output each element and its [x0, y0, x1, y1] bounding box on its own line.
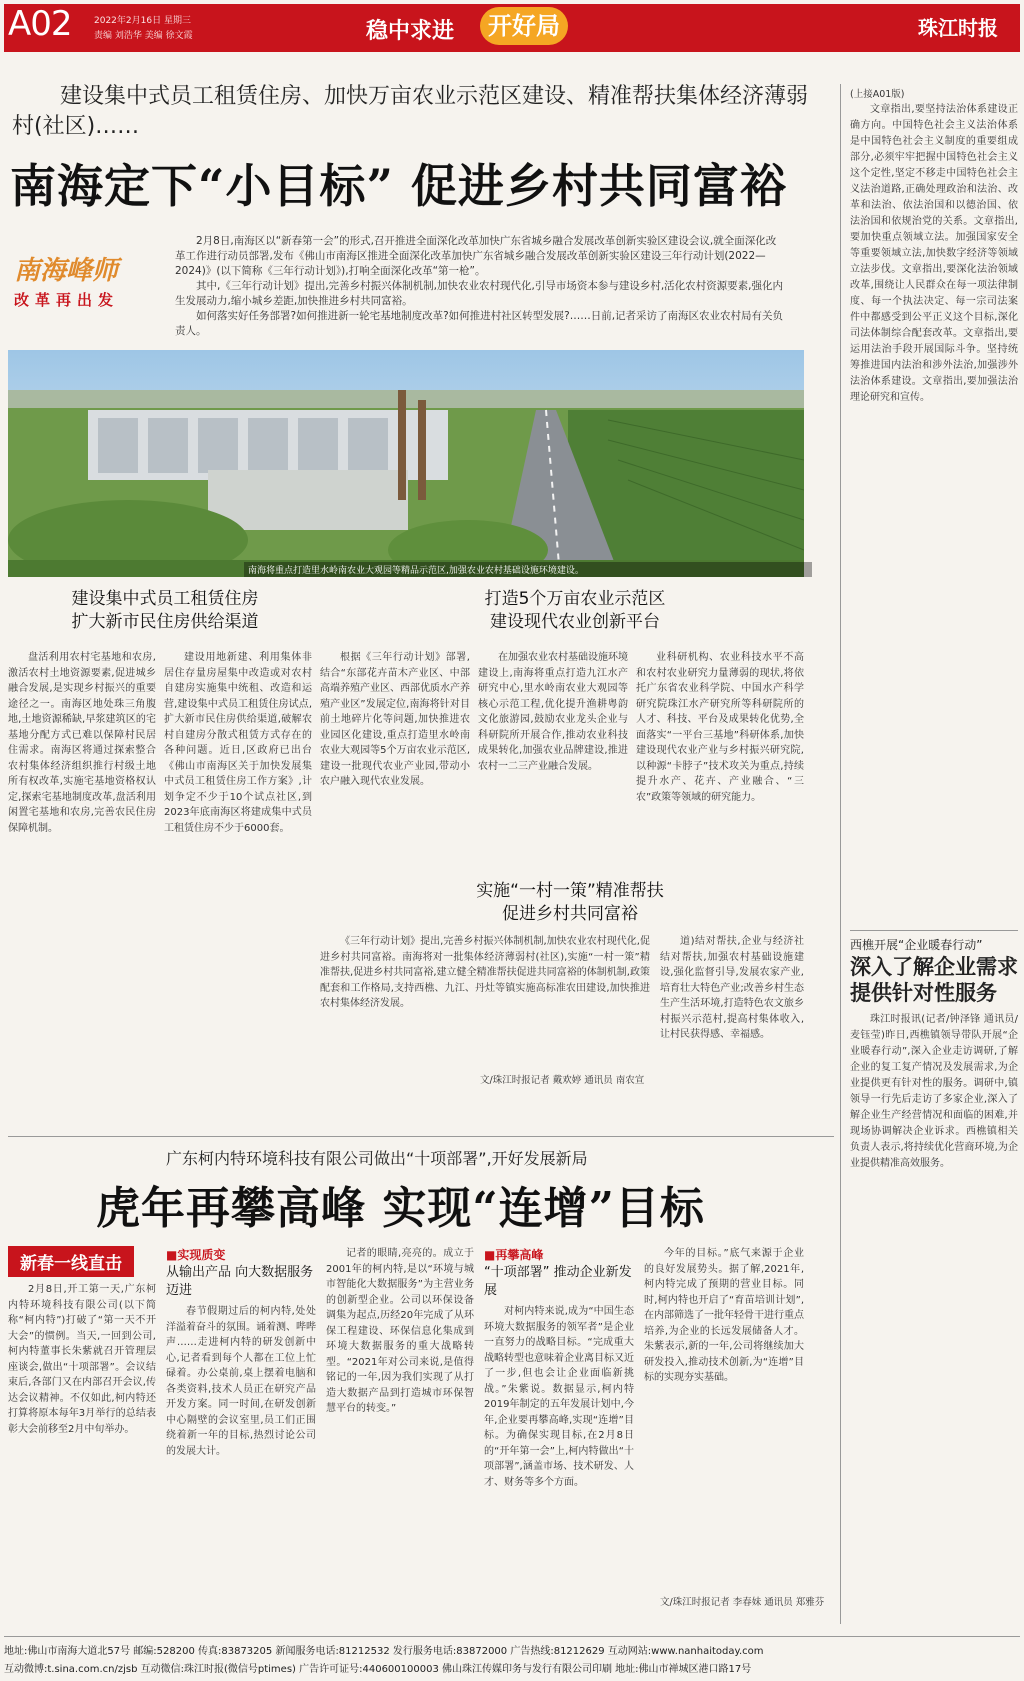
section-divider [8, 1136, 834, 1137]
editors: 责编 刘浩华 美编 徐文霞 [94, 31, 193, 41]
story2-column [166, 1304, 316, 1612]
photo-caption: 南海将重点打造里水岭南农业大观园等精品示范区,加强农业农村基础设施环境建设。 [244, 562, 812, 577]
section-tag: 新春一线直击 [8, 1246, 134, 1277]
subhead-line: 扩大新市民住房供给渠道 [71, 612, 259, 632]
column-text: 春节假期过后的柯内特,处处洋溢着奋斗的氛围。诵着测、哔哔声……走进柯内特的研发创新中心,记者看到每个人都在工位上忙碌着。办公桌前,桌上摆着电脑和各类资料,技术人员正在研究产品开发方案。同一时间,在研发创新中心隔壁的会议室里,员工们正围绕着新一年的目标,热烈讨论公司的发展大计。 [166, 1306, 316, 1457]
subhead-housing [40, 588, 290, 634]
slogan-highlight: 开好局 [480, 7, 568, 45]
continued-label: (上接A01版) [850, 89, 905, 100]
story1-lead [175, 234, 785, 339]
right-article-text: 文章指出,要坚持法治体系建设正确方向。中国特色社会主义法治体系是中国特色社会主义制度的重要组成部分,必须牢牢把握中国特色社会主义这个定性,坚定不移走中国特色社会主义法治道路,正确处理政治和法治、改革和法治、依法治国和以德治国、依法治国和依规治党的关系。文章指出,要加快重点领域立法。加强国家安全等重要领域立法,加快数字经济等领域立法步伐。文章指出,要深化法治领域改革,围绕让人民群众在每一项法律制度、每一个执法决定、每一宗司法案件中都感受到公平正义这个目标,深化司法体制综合配套改革。文章指出,要运用法治手段开展国际斗争。坚持统筹推进国内法治和涉外法治,加强涉外法治体系建设。文章指出,要加强法治理论研究和宣传。 [850, 104, 1018, 403]
column-text: 业科研机构、农业科技水平不高和农村农业研究力量薄弱的现状,将依托广东省农业科学院、中国水产科学研究院珠江水产研究所等科研院所的人才、科技、平台及成果转化优势,全面落实“一平台三基地”科研体系,加快建设现代农业产业与乡村振兴研究院,以种源“卡脖子”技术攻关为重点,持续提升水产、花卉、产业融合、“三农”政策等领域的研究能力。 [636, 652, 804, 803]
column-text: 建设用地新建、利用集体非居住存量房屋集中改造或对农村自建房实施集中统租、改造和运营,建设集中式员工租赁住房试点,扩大新市民住房供给渠道,破解农村自建房分散式租赁方式存在的各种问题。近日,区政府已出台《佛山市南海区关于加快发展集中式员工租赁住房工作方案》,计划争定不少于10个试点社区,到2023年底南海区将建成集中式员工租赁住房不少于6000套。 [164, 652, 312, 834]
column-text: 今年的目标。”底气来源于企业的良好发展势头。据了解,2021年,柯内特完成了预期的营业目标。同时,柯内特也开启了“育苗培训计划”,在内部筛选了一批年轻骨干进行重点培养,为企业的长远发展储备人才。朱紫表示,新的一年,公司将继续加大研发投入,推动技术创新,为“连增”目标的实现夯实基础。 [644, 1248, 804, 1383]
section-subtitle: 从输出产品 向大数据服务迈进 [166, 1265, 314, 1298]
lead-paragraph: 如何落实好任务部署?如何推进新一轮宅基地制度改革?如何推进村社区转型发展?……日前,记者采访了南海区农业农村局有关负责人。 [175, 310, 784, 337]
subhead-line: 促进乡村共同富裕 [502, 904, 638, 924]
story1-kicker: 建设集中式员工租赁住房、加快万亩农业示范区建设、精准帮扶集体经济薄弱村(社区)…… [12, 84, 809, 139]
column-text: 《三年行动计划》提出,完善乡村振兴体制机制,加快农业农村现代化,促进乡村共同富裕。南海将对一批集体经济薄弱村(社区),实施“一村一策”精准帮扶,促进乡村共同富裕,建立健全精准帮扶促进共同富裕的体制机制,政策配套和工作格局,支持西樵、九江、丹灶等镇实施高标准农田建设,加快推进农村集体经济发展。 [320, 936, 650, 1009]
lead-paragraph: 2月8日,南海区以“新春第一会”的形式,召开推进全面深化改革加快广东省城乡融合发展改革创新实验区建设会议,就全面深化改革工作进行动员部署,发布《佛山市南海区推进全面深化改革加快广东省城乡融合发展改革创新实验区建设三年行动计划(2022—2024)》(以下简称《三年行动计划》),打响全面深化改革“第一枪”。 [175, 235, 777, 277]
column-text: 记者的眼睛,亮亮的。成立于2001年的柯内特,是以“环境与城市智能化大数据服务”为主营业务的创新型企业。公司以环保设备调集为起点,历经20年完成了从环保工程建设、环保信息化集成到环境大数据服务的重大战略转型。“2021年对公司来说,是值得铭记的一年,因为我们实现了从打造大数据产品到打造城市环保智慧平台的转变。” [326, 1248, 474, 1414]
footer-line: 互动微博:t.sina.com.cn/zjsb 互动微信:珠江时报(微信号ptimes) 广告许可证号:440600100003 佛山珠江传媒印务与发行有限公司印刷 地址:佛山市禅城区港口路17号 [4, 1664, 752, 1675]
page-number: A02 [8, 4, 72, 44]
story1-column [164, 650, 312, 1078]
story2-kicker: 广东柯内特环境科技有限公司做出“十项部署”,开好发展新局 [166, 1149, 588, 1168]
lead-paragraph: 其中,《三年行动计划》提出,完善乡村振兴体制机制,加快农业农村现代化,引导市场资本参与建设乡村,活化农村资源要素,强化内生发展动力,缩小城乡差距,加快推进乡村共同富裕。 [175, 280, 784, 307]
aerial-photo-illustration [8, 350, 804, 577]
story1-column [8, 650, 156, 1078]
story1-column [636, 650, 804, 850]
column-text: 在加强农业农村基础设施环境建设上,南海将重点打造九江水产研究中心,里水岭南农业大观园等核心示范工程,优化提升渔耕粤韵文化旅游园,鼓励农业龙头企业与科研院所开展合作,推动农业科技成果转化,加强农业品牌建设,推进农村一二三产业融合发展。 [478, 652, 628, 772]
footer-line: 地址:佛山市南海大道北57号 邮编:528200 传真:83873205 新闻服务电话:81212532 发行服务电话:83872000 广告热线:81212629 互动网站:www.nanhaitoday.com [4, 1646, 764, 1657]
column-text: 根据《三年行动计划》部署,结合“东部花卉苗木产业区、中部高端养殖产业区、西部优质水产养殖产业区”发展定位,南海将针对目前土地碎片化等问题,加快推进农业园区化建设,重点打造里水岭南农业大观园等5个万亩农业示范区,建设一批现代农业产业园,带动小农户融入现代农业发展。 [320, 652, 470, 787]
footer-divider [4, 1636, 1020, 1637]
story1-column [320, 650, 470, 850]
subhead-assistance [440, 880, 700, 926]
slogan-main: 稳中求进 [366, 19, 455, 44]
story1-headline: 南海定下“小目标” 促进乡村共同富裕 [10, 159, 787, 213]
story2-byline: 文/珠江时报记者 李春妹 通讯员 郑雅芬 [660, 1597, 825, 1608]
series-logo-subtitle: 改革再出发 [14, 291, 120, 309]
brief-headline: 深入了解企业需求 提供针对性服务 [850, 954, 1018, 1005]
subhead-line: 建设集中式员工租赁住房 [71, 589, 259, 609]
subhead-line: 打造5个万亩农业示范区 [484, 589, 666, 609]
story1-column [320, 934, 650, 1064]
story2-column [644, 1246, 804, 1586]
story2-column [484, 1304, 634, 1612]
column-text: 盘活利用农村宅基地和农房,激活农村土地资源要素,促进城乡融合发展,是实现乡村振兴的重要途径之一。南海区地处珠三角腹地,土地资源稀缺,早浆建筑区的宅基地分配方式已难以保障村民居住需求。南海区将通过探索整合农村集体经济组织推行村级土地所有权改革,实施宅基地资格权认定,探索宅基地制度改革,盘活利用闲置宅基地和农房,完善农民住房保障机制。 [8, 652, 156, 834]
subhead-line: 实施“一村一策”精准帮扶 [476, 881, 664, 901]
brief-article [850, 1012, 1018, 1612]
column-text: 2月8日,开工第一天,广东柯内特环境科技有限公司(以下简称“柯内特”)打破了“第一天不开大会”的惯例。当天,一回到公司,柯内特董事长朱紫就召开管理层座谈会,做出“十项部署”。会议结束后,各部门又在内部召开会议,传达会议精神。不仅如此,柯内特还打算将原本每年3月举行的总结表彰大会前移至2月中旬举办。 [8, 1284, 156, 1435]
brief-article-text: 珠江时报讯(记者/钟泽锋 通讯员/麦钰莹)昨日,西樵镇领导带队开展“企业暖春行动”,深入企业走访调研,了解企业的复工复产情况及发展需求,为企业提供更有针对性的服务。调研中,镇领导一行先后走访了多家企业,深入了解企业生产经营情况和面临的困难,并现场协调解决企业诉求。西樵镇相关负责人表示,将持续优化营商环境,为企业提供精准高效服务。 [850, 1014, 1018, 1169]
subhead-line: 建设现代农业创新平台 [490, 612, 660, 632]
section-title: ■再攀高峰 [484, 1248, 544, 1262]
story2-headline: 虎年再攀高峰 实现“连增”目标 [96, 1183, 705, 1234]
right-article [850, 102, 1018, 922]
column-text: 对柯内特来说,成为“中国生态环境大数据服务的领军者”是企业一直努力的战略目标。“完成重大战略转型也意味着企业离目标又近了一步,但也会让企业面临新挑战。”朱紫说。数据显示,柯内特2019年制定的五年发展计划中,今年,企业要再攀高峰,实现“连增”目标。为确保实现目标,在2月8日的“开年第一会”上,柯内特做出“十项部署”,涵盖市场、技术研发、人才、财务等多个方面。 [484, 1306, 634, 1488]
story1-column [660, 934, 804, 1064]
column-text: 道)结对帮扶,企业与经济社结对帮扶,加强农村基础设施建设,强化监督引导,发展农家产业,培育壮大特色产业;改善乡村生态生产生活环境,打造特色农文旅乡村振兴示范村,提高村集体收入,让村民获得感、幸福感。 [660, 936, 804, 1040]
issue-date: 2022年2月16日 星期三 [94, 16, 191, 26]
masthead-logo: 珠江时报 [918, 16, 998, 40]
story1-byline: 文/珠江时报记者 戴欢婷 通讯员 南农宣 [480, 1075, 645, 1086]
section-subtitle: “十项部署” 推动企业新发展 [484, 1265, 632, 1298]
story2-column [8, 1282, 156, 1612]
brief-kicker: 西樵开展“企业暖春行动” [850, 938, 983, 952]
subhead-demo-zone [450, 588, 700, 634]
aerial-photo [8, 350, 804, 577]
right-divider [850, 930, 1018, 931]
story1-column [478, 650, 628, 850]
section-title: ■实现质变 [166, 1248, 226, 1262]
story2-column [326, 1246, 474, 1612]
series-logo [14, 250, 154, 322]
series-logo-title: 南海峰师 [14, 256, 119, 286]
column-divider [840, 84, 841, 1624]
